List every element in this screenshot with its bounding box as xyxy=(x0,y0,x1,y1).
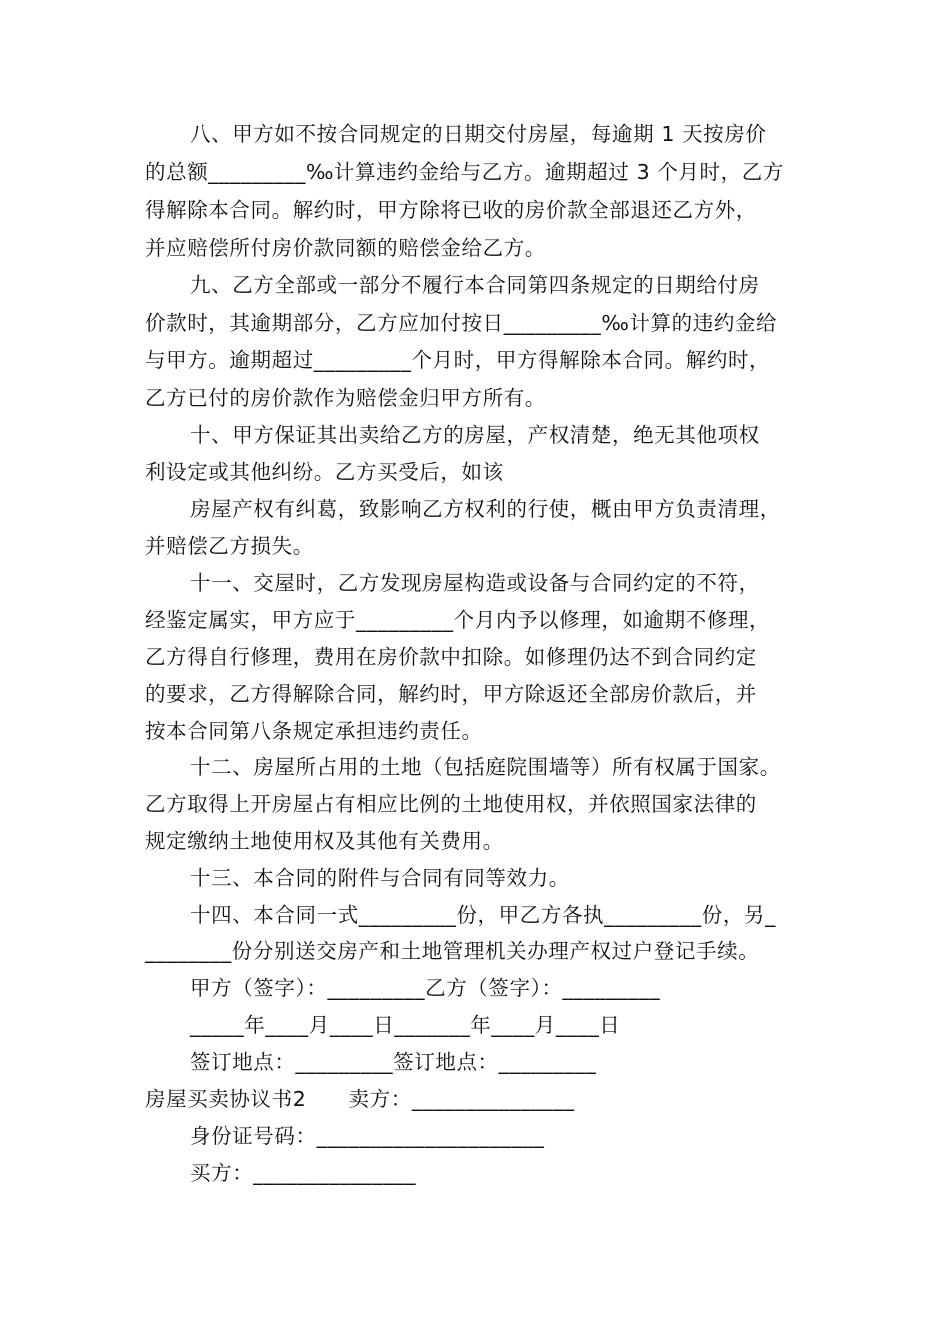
text-line: 规定缴纳土地使用权及其他有关费用。 xyxy=(145,829,504,853)
text-line: 利设定或其他纠纷。乙方买受后，如该 xyxy=(145,460,504,484)
text-line: 乙方取得上开房屋占有相应比例的土地使用权，并依照国家法律的 xyxy=(145,792,757,816)
text-line: 房屋产权有纠葛，致影响乙方权利的行使，概由甲方负责清理， xyxy=(190,497,781,521)
text-line: 经鉴定属实，甲方应于_________个月内予以修理，如逾期不修理， xyxy=(145,608,771,632)
text-line: 房屋买卖协议书2 卖方：_______________ xyxy=(145,1087,575,1111)
text-line: 十、甲方保证其出卖给乙方的房屋，产权清楚，绝无其他项权 xyxy=(190,423,760,447)
text-line: 乙方得自行修理，费用在房价款中扣除。如修理仍达不到合同约定 xyxy=(145,645,757,669)
text-line: 的要求，乙方得解除合同，解约时，甲方除返还全部房价款后，并 xyxy=(145,682,757,706)
text-line: _____年____月____日_______年____月____日 xyxy=(190,1013,621,1037)
text-line: 十二、房屋所占用的土地（包括庭院围墙等）所有权属于国家。 xyxy=(190,755,781,779)
text-line: 九、乙方全部或一部分不履行本合同第四条规定的日期给付房 xyxy=(190,273,760,297)
text-line: 身份证号码：_____________________ xyxy=(190,1124,545,1148)
text-line: 十四、本合同一式_________份，甲乙方各执_________份，另_ xyxy=(190,903,776,927)
text-line: 价款时，其逾期部分，乙方应加付按日_________‰计算的违约金给 xyxy=(145,311,778,335)
text-line: 八、甲方如不按合同规定的日期交付房屋，每逾期 1 天按房价 xyxy=(190,122,767,146)
text-line: 签订地点：_________签订地点：_________ xyxy=(190,1050,597,1074)
text-line: 按本合同第八条规定承担违约责任。 xyxy=(145,719,483,743)
text-line: 乙方已付的房价款作为赔偿金归甲方所有。 xyxy=(145,386,546,410)
text-line: 十一、交屋时，乙方发现房屋构造或设备与合同约定的不符， xyxy=(190,571,760,595)
text-line: 得解除本合同。解约时，甲方除将已收的房价款全部退还乙方外， xyxy=(145,198,757,222)
text-line: 并应赔偿所付房价款同额的赔偿金给乙方。 xyxy=(145,236,546,260)
text-line: 买方：_______________ xyxy=(190,1161,417,1185)
text-line: 并赔偿乙方损失。 xyxy=(145,534,314,558)
text-line: 的总额_________‰计算违约金给与乙方。逾期超过 3 个月时，乙方 xyxy=(145,160,784,184)
text-line: 与甲方。逾期超过_________个月时，甲方得解除本合同。解约时， xyxy=(145,348,771,372)
text-line: 甲方（签字）：_________乙方（签字）：_________ xyxy=(190,976,661,1000)
text-line: ________份分别送交房产和土地管理机关办理产权过户登记手续。 xyxy=(145,939,760,963)
text-line: 十三、本合同的附件与合同有同等效力。 xyxy=(190,866,570,890)
